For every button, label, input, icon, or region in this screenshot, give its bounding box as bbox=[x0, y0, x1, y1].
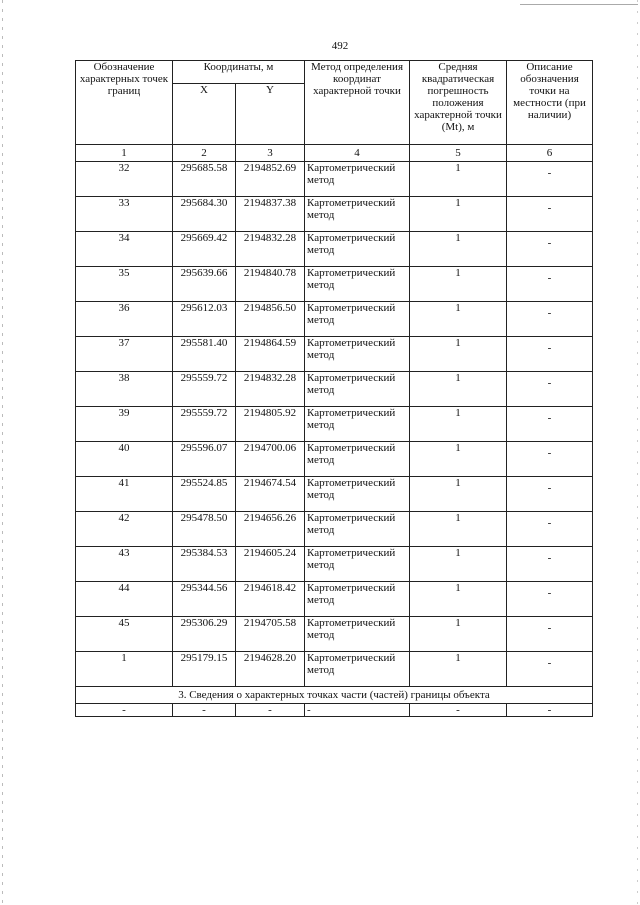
point-cell: 38 bbox=[76, 372, 173, 407]
table-cell: - bbox=[305, 704, 410, 717]
description-cell: - bbox=[507, 617, 593, 652]
table-cell: - bbox=[173, 704, 236, 717]
table-row bbox=[76, 652, 593, 687]
header-x: X bbox=[173, 84, 236, 145]
method-cell: Картометрический метод bbox=[305, 652, 410, 687]
scan-edge-left bbox=[2, 0, 3, 905]
description-cell: - bbox=[507, 652, 593, 687]
y-coordinate-cell: 2194840.78 bbox=[236, 267, 305, 302]
header-y: Y bbox=[236, 84, 305, 145]
method-cell: Картометрический метод bbox=[305, 232, 410, 267]
point-cell: 40 bbox=[76, 442, 173, 477]
accuracy-cell: 1 bbox=[410, 477, 507, 512]
column-number: 2 bbox=[173, 145, 236, 162]
point-cell: 34 bbox=[76, 232, 173, 267]
table-row bbox=[76, 477, 593, 512]
x-coordinate-cell: 295684.30 bbox=[173, 197, 236, 232]
y-coordinate-cell: 2194852.69 bbox=[236, 162, 305, 197]
method-cell: Картометрический метод bbox=[305, 582, 410, 617]
method-cell: Картометрический метод bbox=[305, 162, 410, 197]
column-number-row bbox=[76, 145, 593, 162]
point-cell: 45 bbox=[76, 617, 173, 652]
table-row bbox=[76, 267, 593, 302]
accuracy-cell: 1 bbox=[410, 442, 507, 477]
y-coordinate-cell: 2194832.28 bbox=[236, 232, 305, 267]
y-coordinate-cell: 2194656.26 bbox=[236, 512, 305, 547]
point-cell: 32 bbox=[76, 162, 173, 197]
accuracy-cell: 1 bbox=[410, 267, 507, 302]
table-row bbox=[76, 197, 593, 232]
x-coordinate-cell: 295524.85 bbox=[173, 477, 236, 512]
table-cell: - bbox=[507, 704, 593, 717]
table-row bbox=[76, 407, 593, 442]
accuracy-cell: 1 bbox=[410, 407, 507, 442]
table-row bbox=[76, 162, 593, 197]
x-coordinate-cell: 295559.72 bbox=[173, 372, 236, 407]
section-3-title-row bbox=[76, 687, 593, 704]
point-cell: 36 bbox=[76, 302, 173, 337]
header-row-1 bbox=[76, 61, 593, 84]
column-number: 5 bbox=[410, 145, 507, 162]
y-coordinate-cell: 2194618.42 bbox=[236, 582, 305, 617]
section-3-title: 3. Сведения о характерных точках части (частей) границы объекта bbox=[76, 687, 593, 704]
x-coordinate-cell: 295581.40 bbox=[173, 337, 236, 372]
table-row bbox=[76, 372, 593, 407]
x-coordinate-cell: 295384.53 bbox=[173, 547, 236, 582]
method-cell: Картометрический метод bbox=[305, 617, 410, 652]
x-coordinate-cell: 295344.56 bbox=[173, 582, 236, 617]
y-coordinate-cell: 2194674.54 bbox=[236, 477, 305, 512]
description-cell: - bbox=[507, 302, 593, 337]
x-coordinate-cell: 295685.58 bbox=[173, 162, 236, 197]
description-cell: - bbox=[507, 547, 593, 582]
method-cell: Картометрический метод bbox=[305, 442, 410, 477]
section-3-data-row bbox=[76, 704, 593, 717]
scan-edge-right bbox=[637, 0, 638, 905]
description-cell: - bbox=[507, 582, 593, 617]
description-cell: - bbox=[507, 372, 593, 407]
point-cell: 44 bbox=[76, 582, 173, 617]
accuracy-cell: 1 bbox=[410, 337, 507, 372]
accuracy-cell: 1 bbox=[410, 512, 507, 547]
description-cell: - bbox=[507, 162, 593, 197]
header-point-designation: Обозначение характерных точек границ bbox=[76, 61, 173, 145]
method-cell: Картометрический метод bbox=[305, 407, 410, 442]
point-cell: 1 bbox=[76, 652, 173, 687]
header-accuracy: Средняя квадратическая погрешность положения характерной точки (Mt), м bbox=[410, 61, 507, 145]
point-cell: 41 bbox=[76, 477, 173, 512]
scan-mark-top bbox=[520, 4, 638, 5]
x-coordinate-cell: 295559.72 bbox=[173, 407, 236, 442]
method-cell: Картометрический метод bbox=[305, 512, 410, 547]
column-number: 6 bbox=[507, 145, 593, 162]
accuracy-cell: 1 bbox=[410, 302, 507, 337]
y-coordinate-cell: 2194864.59 bbox=[236, 337, 305, 372]
accuracy-cell: 1 bbox=[410, 372, 507, 407]
description-cell: - bbox=[507, 197, 593, 232]
y-coordinate-cell: 2194837.38 bbox=[236, 197, 305, 232]
point-cell: 43 bbox=[76, 547, 173, 582]
table-cell: - bbox=[236, 704, 305, 717]
accuracy-cell: 1 bbox=[410, 652, 507, 687]
accuracy-cell: 1 bbox=[410, 197, 507, 232]
column-number: 4 bbox=[305, 145, 410, 162]
table-row bbox=[76, 617, 593, 652]
x-coordinate-cell: 295596.07 bbox=[173, 442, 236, 477]
page-number: 492 bbox=[331, 40, 349, 52]
table-row bbox=[76, 302, 593, 337]
accuracy-cell: 1 bbox=[410, 547, 507, 582]
table-row bbox=[76, 232, 593, 267]
table-row bbox=[76, 547, 593, 582]
table-row bbox=[76, 442, 593, 477]
method-cell: Картометрический метод bbox=[305, 547, 410, 582]
y-coordinate-cell: 2194705.58 bbox=[236, 617, 305, 652]
point-cell: 37 bbox=[76, 337, 173, 372]
column-number: 1 bbox=[76, 145, 173, 162]
accuracy-cell: 1 bbox=[410, 162, 507, 197]
y-coordinate-cell: 2194805.92 bbox=[236, 407, 305, 442]
description-cell: - bbox=[507, 232, 593, 267]
header-description: Описание обозначения точки на местности (при наличии) bbox=[507, 61, 593, 145]
method-cell: Картометрический метод bbox=[305, 302, 410, 337]
table-cell: - bbox=[410, 704, 507, 717]
column-number: 3 bbox=[236, 145, 305, 162]
accuracy-cell: 1 bbox=[410, 617, 507, 652]
method-cell: Картометрический метод bbox=[305, 477, 410, 512]
method-cell: Картометрический метод bbox=[305, 197, 410, 232]
x-coordinate-cell: 295306.29 bbox=[173, 617, 236, 652]
description-cell: - bbox=[507, 512, 593, 547]
y-coordinate-cell: 2194832.28 bbox=[236, 372, 305, 407]
y-coordinate-cell: 2194605.24 bbox=[236, 547, 305, 582]
accuracy-cell: 1 bbox=[410, 232, 507, 267]
method-cell: Картометрический метод bbox=[305, 337, 410, 372]
accuracy-cell: 1 bbox=[410, 582, 507, 617]
method-cell: Картометрический метод bbox=[305, 372, 410, 407]
x-coordinate-cell: 295612.03 bbox=[173, 302, 236, 337]
y-coordinate-cell: 2194856.50 bbox=[236, 302, 305, 337]
x-coordinate-cell: 295669.42 bbox=[173, 232, 236, 267]
y-coordinate-cell: 2194700.06 bbox=[236, 442, 305, 477]
table-cell: - bbox=[76, 704, 173, 717]
table-row bbox=[76, 337, 593, 372]
header-method: Метод определения координат характерной точки bbox=[305, 61, 410, 145]
description-cell: - bbox=[507, 337, 593, 372]
header-coordinates: Координаты, м bbox=[173, 61, 305, 84]
description-cell: - bbox=[507, 407, 593, 442]
description-cell: - bbox=[507, 477, 593, 512]
table-row bbox=[76, 512, 593, 547]
coordinates-table bbox=[75, 60, 593, 717]
x-coordinate-cell: 295639.66 bbox=[173, 267, 236, 302]
point-cell: 39 bbox=[76, 407, 173, 442]
table-row bbox=[76, 582, 593, 617]
table-body bbox=[76, 162, 593, 717]
point-cell: 33 bbox=[76, 197, 173, 232]
point-cell: 42 bbox=[76, 512, 173, 547]
x-coordinate-cell: 295478.50 bbox=[173, 512, 236, 547]
y-coordinate-cell: 2194628.20 bbox=[236, 652, 305, 687]
point-cell: 35 bbox=[76, 267, 173, 302]
description-cell: - bbox=[507, 442, 593, 477]
method-cell: Картометрический метод bbox=[305, 267, 410, 302]
description-cell: - bbox=[507, 267, 593, 302]
x-coordinate-cell: 295179.15 bbox=[173, 652, 236, 687]
